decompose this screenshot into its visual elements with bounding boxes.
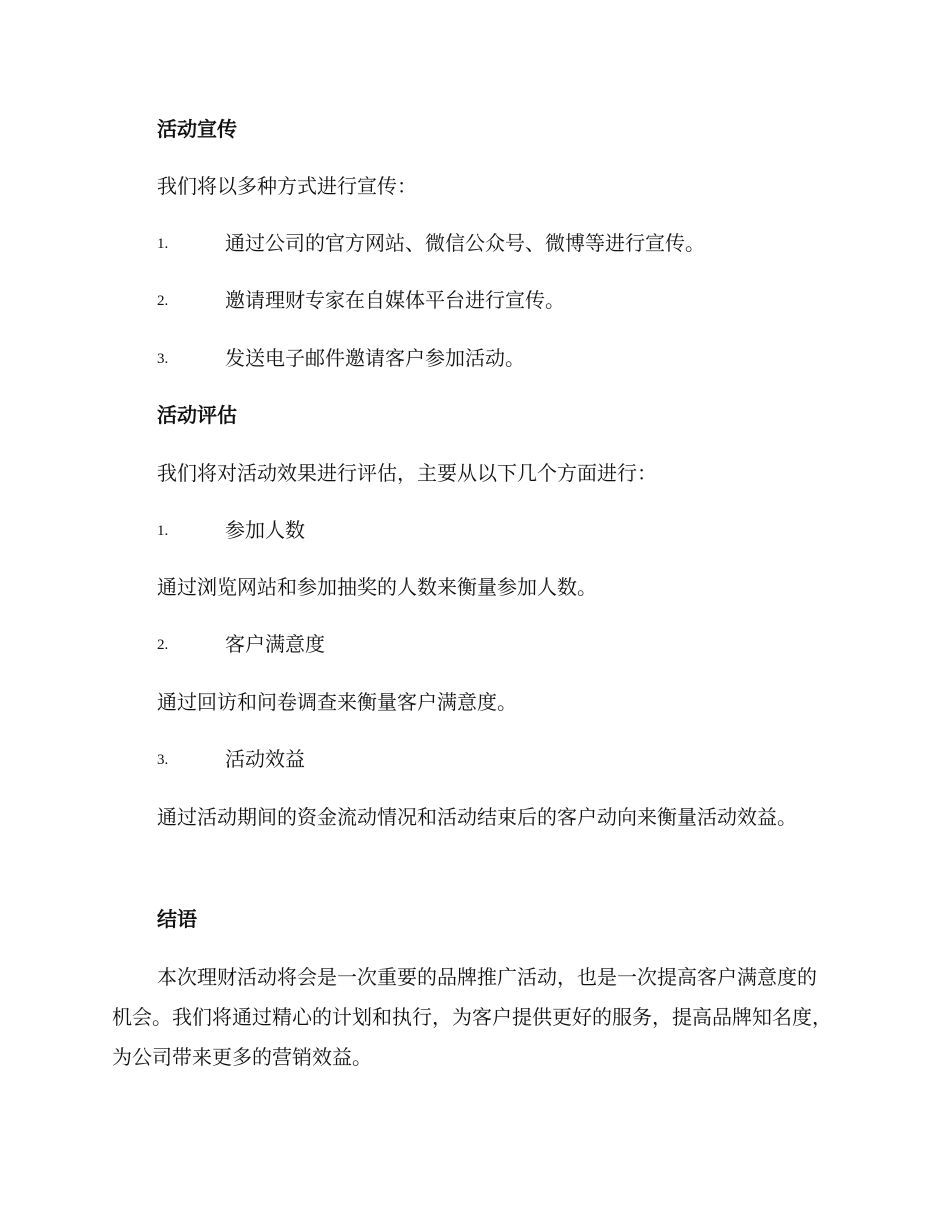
promotion-item-number: 2. bbox=[157, 293, 169, 309]
evaluation-intro: 我们将对活动效果进行评估，主要从以下几个方面进行： bbox=[157, 461, 657, 485]
evaluation-item-title: 客户满意度 bbox=[225, 632, 325, 656]
promotion-item-text: 通过公司的官方网站、微信公众号、微博等进行宣传。 bbox=[225, 231, 705, 255]
conclusion-paragraph: 本次理财活动将会是一次重要的品牌推广活动，也是一次提高客户满意度的机会。我们将通过精心的计划和执行，为客户提供更好的服务，提高品牌知名度，为公司带来更多的营销效益。 bbox=[112, 965, 832, 1069]
evaluation-item-title: 活动效益 bbox=[225, 747, 305, 771]
evaluation-item-desc: 通过活动期间的资金流动情况和活动结束后的客户动向来衡量活动效益。 bbox=[157, 805, 797, 829]
promotion-item-text: 邀请理财专家在自媒体平台进行宣传。 bbox=[225, 288, 565, 312]
section-heading-conclusion: 结语 bbox=[157, 907, 197, 931]
promotion-item-text: 发送电子邮件邀请客户参加活动。 bbox=[225, 346, 525, 370]
promotion-item-number: 1. bbox=[157, 236, 169, 252]
evaluation-item-number: 1. bbox=[157, 523, 169, 539]
evaluation-item-number: 3. bbox=[157, 752, 169, 768]
evaluation-item-title: 参加人数 bbox=[225, 518, 305, 542]
promotion-item-number: 3. bbox=[157, 351, 169, 367]
evaluation-item-number: 2. bbox=[157, 637, 169, 653]
section-heading-evaluation: 活动评估 bbox=[157, 403, 237, 427]
evaluation-item-desc: 通过回访和问卷调查来衡量客户满意度。 bbox=[157, 690, 517, 714]
evaluation-item-desc: 通过浏览网站和参加抽奖的人数来衡量参加人数。 bbox=[157, 575, 597, 599]
promotion-intro: 我们将以多种方式进行宣传： bbox=[157, 174, 417, 198]
section-heading-promotion: 活动宣传 bbox=[157, 117, 237, 141]
